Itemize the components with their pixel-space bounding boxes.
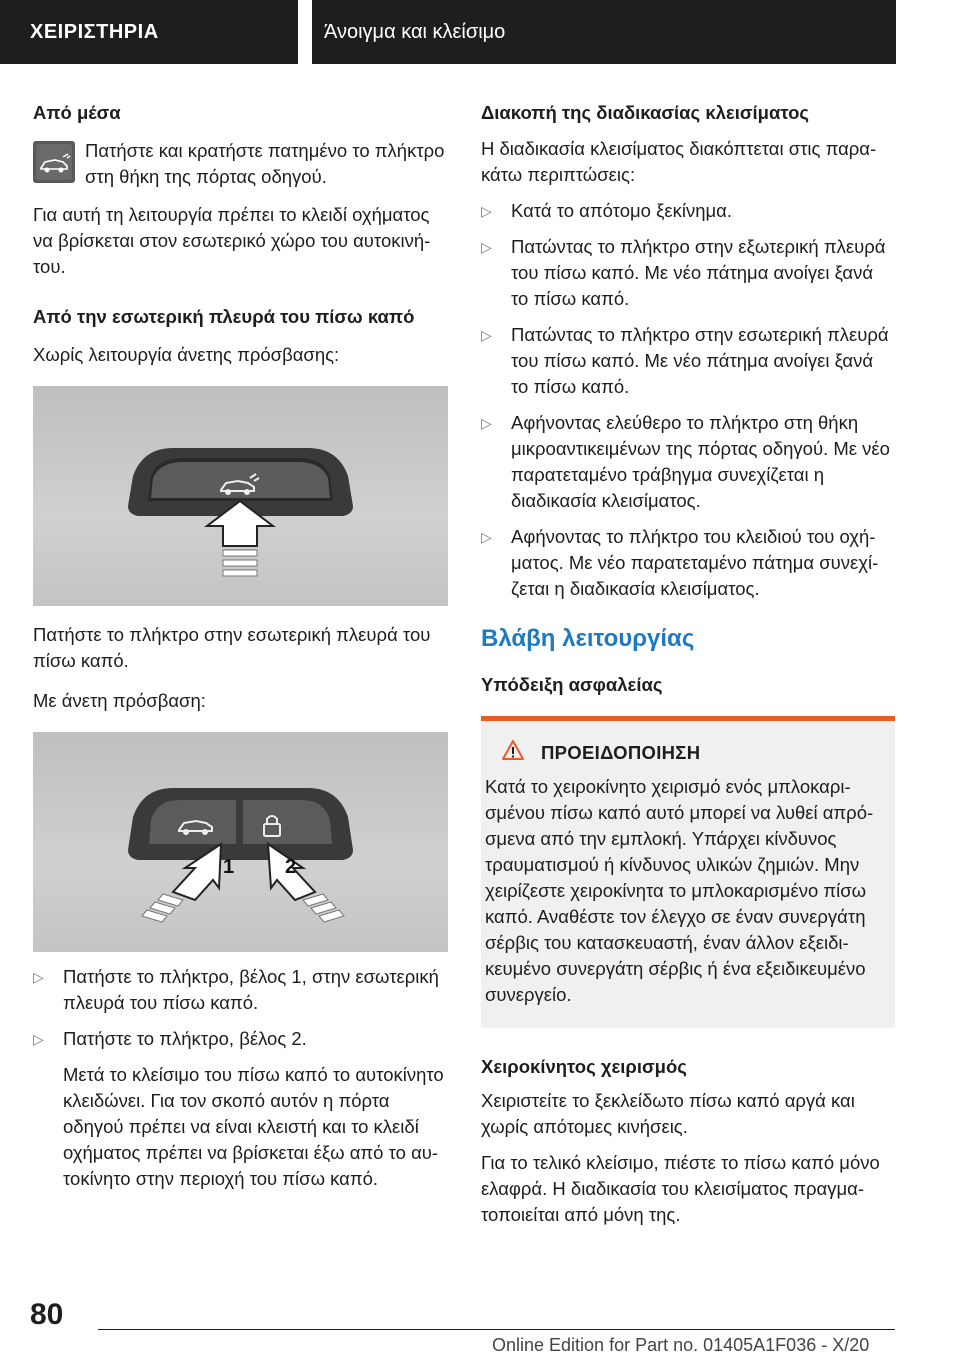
bullet-triangle-icon: ▷ xyxy=(33,1031,44,1047)
bullet-triangle-icon: ▷ xyxy=(481,327,492,343)
heading-interrupt: Διακοπή της διαδικασίας κλεισίματος xyxy=(481,102,809,123)
icon-instruction: Πατήστε και κρατήστε πατημένο το πλήκτρο στη θήκη της πόρτας οδηγού. xyxy=(85,140,445,187)
page-number: 80 xyxy=(30,1298,64,1331)
safety-heading: Υπόδειξη ασφαλείας xyxy=(481,674,663,695)
manual-paragraph-1: Χειριστείτε το ξεκλείδωτο πίσω καπό αργά και χωρίς απότομες κινήσεις. xyxy=(481,1090,855,1137)
bullet-triangle-icon: ▷ xyxy=(481,239,492,255)
left-column xyxy=(33,100,448,1192)
interrupt-list xyxy=(481,198,895,602)
figure-single-button xyxy=(33,386,448,606)
list-item: ▷ Κατά το απότομο ξεκίνημα. xyxy=(481,198,895,224)
heading-inside: Από μέσα xyxy=(33,102,121,123)
heading-inner-side: Από την εσωτερική πλευρά του πίσω καπό xyxy=(33,306,415,327)
tailgate-button-icon xyxy=(33,141,75,183)
warning-header xyxy=(501,739,877,766)
manual-paragraph-2: Για το τελικό κλείσιμο, πιέστε το πίσω καπό μόνο ελαφρά. Η διαδικασία του κλεισίματος πραγματοποιείται από μόνη της. xyxy=(481,1152,880,1225)
arrow-label-1: 1 xyxy=(223,856,235,878)
arrow-label-2: 2 xyxy=(285,856,297,878)
without-comfort-label: Χωρίς λειτουργία άνετης πρόσβασης: xyxy=(33,344,340,365)
malfunction-title: Βλάβη λειτουργίας xyxy=(481,625,695,652)
figure-two-buttons xyxy=(33,732,448,952)
warning-box xyxy=(481,716,895,1028)
interrupt-intro: Η διαδικασία κλεισίματος διακόπτεται στις παρακάτω περιπτώσεις: xyxy=(481,138,877,185)
list-item: ▷ Πατώντας το πλήκτρο στην εσωτερική πλευρά του πίσω καπό. Με νέο πάτημα ανοίγει ξανά το πίσω καπό. xyxy=(481,322,895,400)
after-bullets-text: Μετά το κλείσιμο του πίσω καπό το αυτοκίνητο κλειδώνει. Για τον σκοπό αυτόν η πόρτα οδηγού πρέπει να είναι κλειστή και το κλειδί οχήματος πρέπει να βρίσκεται έξω από το αυτοκίνητο στην περιοχή του πίσω καπό. xyxy=(63,1064,444,1189)
bullet-triangle-icon: ▷ xyxy=(33,969,44,985)
bullet-triangle-icon: ▷ xyxy=(481,203,492,219)
figure1-caption: Πατήστε το πλήκτρο στην εσωτερική πλευρά του πίσω καπό. xyxy=(33,624,431,671)
list-item: ▷ Πατώντας το πλήκτρο στην εξωτερική πλευρά του πίσω καπό. Με νέο πάτημα ανοίγει ξανά το πίσω καπό. xyxy=(481,234,895,312)
key-note: Για αυτή τη λειτουργία πρέπει το κλειδί οχήματος να βρίσκεται στον εσωτερικό χώρο του αυτοκινήτου. xyxy=(33,204,431,277)
edition-footer: Online Edition for Part no. 01405A1F036 - X/20 xyxy=(492,1335,870,1355)
warning-triangle-icon xyxy=(501,739,525,766)
bullet-triangle-icon: ▷ xyxy=(481,415,492,431)
with-comfort-label: Με άνετη πρόσβαση: xyxy=(33,690,206,711)
list-item: ▷ Πατήστε το πλήκτρο, βέλος 1, στην εσωτερική πλευρά του πίσω καπό. xyxy=(33,964,448,1016)
right-column xyxy=(481,100,895,1228)
page-header xyxy=(0,0,960,66)
warning-title: ΠΡΟΕΙΔΟΠΟΙΗΣΗ xyxy=(541,741,701,763)
icon-row xyxy=(33,138,448,190)
section-tab[interactable]: ΧΕΙΡΙΣΤΗΡΙΑ xyxy=(0,0,298,64)
list-item: ▷ Αφήνοντας το πλήκτρο του κλειδιού του οχήματος. Με νέο παρατεταμένο πάτημα συνεχίζεται η διαδικασία κλεισίματος. xyxy=(481,524,895,602)
chapter-tab[interactable]: Άνοιγμα και κλείσιμο xyxy=(312,0,896,64)
bullet-triangle-icon: ▷ xyxy=(481,529,492,545)
footer-divider xyxy=(98,1329,895,1330)
press-bullets xyxy=(33,964,448,1192)
list-item: ▷ Πατήστε το πλήκτρο, βέλος 2. xyxy=(33,1026,448,1052)
list-item: ▷ Αφήνοντας ελεύθερο το πλήκτρο στη θήκη μικροαντικειμένων της πόρτας οδηγού. Με νέο παρατεταμένο τράβηγμα συνεχίζεται η διαδικασία κλεισίματος. xyxy=(481,410,895,514)
warning-text: Κατά το χειροκίνητο χειρισμό ενός μπλοκαρισμένου πίσω καπό αυτό μπορεί να λυθεί απρόσμενα από την εμπλοκή. Υπάρχει κίνδυνος τραυματισμού ή κίνδυνος υλικών ζημιών. Μην χειρίζεστε χειροκίνητα το μπλοκαρισμένο πίσω καπό. Αναθέστε τον έλεγχο σε έναν συνεργάτη σέρβις του κατασκευαστή, έναν άλλον εξειδικευμένο συνεργάτη σέρβις ή ένα εξειδικευμένο συνεργείο. xyxy=(485,776,874,1005)
manual-heading: Χειροκίνητος χειρισμός xyxy=(481,1056,687,1077)
